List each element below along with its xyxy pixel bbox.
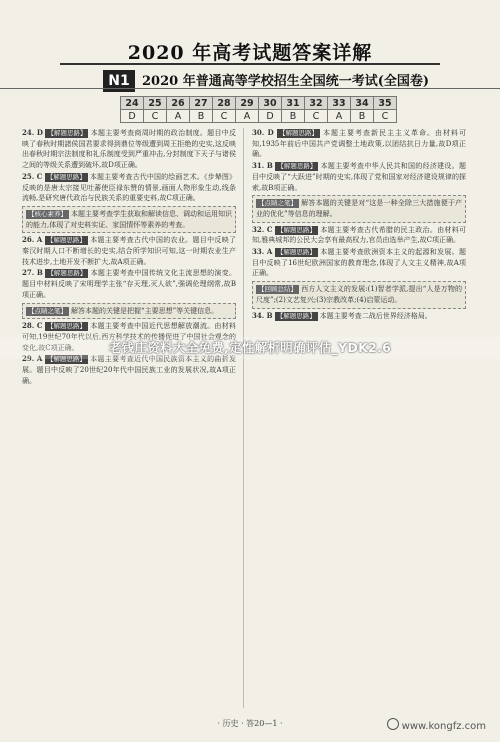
core-literacy-box: 【核心素养】 本题主要考查学生获取和解读信息、调动和运用知识的能力,体现了对史料实证、家国情怀等素养的考查。 <box>22 206 236 233</box>
review-summary-box: 【回顾总结】 西方人文主义的发展:(1)智者学派,提出“人是万物的尺度”;(2)文艺复兴;(3)宗教改革;(4)启蒙运动。 <box>252 281 466 308</box>
answer-letter-cell: C <box>144 110 167 123</box>
watermark-banner: 老钱庄资料大全免费,定性解析明确评估_YDK2.6 <box>0 337 500 359</box>
answer-letter-cell: B <box>190 110 213 123</box>
answer-number-cell: 35 <box>374 97 397 110</box>
answer-letter-cell: B <box>351 110 374 123</box>
title-rule <box>60 63 440 65</box>
answer-number-cell: 24 <box>121 97 144 110</box>
answer-q30: 30. D 【解题思路】 本题主要考查新民主主义革命。由材料可知,1935年前后中国共产党调整土地政策,以团结抗日力量,故D项正确。 <box>252 128 466 159</box>
key-point-box: 【点睛之笔】 解答本题的关键是把握“主要思想”等关键信息。 <box>22 303 236 320</box>
answer-number-cell: 25 <box>144 97 167 110</box>
answer-number-cell: 32 <box>305 97 328 110</box>
answer-letter-cell: B <box>282 110 305 123</box>
page-footer: · 历史 · 答20—1 · <box>217 719 283 728</box>
answer-letters-row <box>121 110 397 123</box>
answer-q24: 24. D 【解题思路】 本题主要考查商周时期的政治制度。题目中反映了春秋时期諸侯国君要求得到鼎位等级遭到周王拒绝的史实,这反映出春秋时期宗法制度和礼乐制度受到严重冲击,分封制度下天子与诸侯之间的等级关系遭到破坏,故D项正确。 <box>22 128 236 170</box>
answer-letter-cell: D <box>259 110 282 123</box>
section-badge: N1 <box>103 70 135 92</box>
answer-letter-cell: C <box>374 110 397 123</box>
answer-number-cell: 34 <box>351 97 374 110</box>
site-logo-icon <box>387 718 399 730</box>
answer-number-cell: 26 <box>167 97 190 110</box>
answer-number-cell: 31 <box>282 97 305 110</box>
answer-number-cell: 33 <box>328 97 351 110</box>
answer-q26: 26. A 【解题思路】 本题主要考查古代中国的农业。题目中反映了秦汉时期人口不断增长的史实,结合所学知识可知,这一时期农业生产技术进步,土地开发不断扩大,故A项正确。 <box>22 235 236 266</box>
site-credit: www.kongfz.com <box>387 718 486 732</box>
exam-title-rule <box>0 88 500 89</box>
answer-letter-cell: A <box>328 110 351 123</box>
book-title: 2020 年高考试题答案详解 <box>127 42 373 64</box>
right-column <box>252 128 466 708</box>
answer-letter-cell: C <box>305 110 328 123</box>
answer-q27: 27. B 【解题思路】 本题主要考查中国传统文化主流思想的演变。题目中材料反映了宋明理学主张“存天理,灭人欲”,强调伦理纲常,故B项正确。 <box>22 268 236 299</box>
left-column <box>22 128 236 708</box>
column-divider <box>243 128 244 708</box>
answer-table <box>120 96 397 123</box>
answer-q25: 25. C 【解题思路】 本题主要考查古代中国的绘画艺术。《步辇图》反映的是唐太宗接见吐蕃使臣禄东赞的情景,画面人物形象生动,线条流畅,是研究唐代政治与民族关系的重要史料,故C项正确。 <box>22 171 236 203</box>
answer-number-cell: 29 <box>236 97 259 110</box>
answer-letter-cell: D <box>121 110 144 123</box>
key-point-box-2: 【点睛之笔】 解答本题的关键是对“这是一种全除三大措施便于产业的优化”等信息的理解。 <box>252 195 466 222</box>
answer-number-cell: 27 <box>190 97 213 110</box>
answer-q32: 32. C 【解题思路】 本题主要考查古代希腊的民主政治。由材料可知,雅典城邦的公民大会享有最高权力,官员由选举产生,故C项正确。 <box>252 224 466 245</box>
answer-letter-cell: C <box>213 110 236 123</box>
answer-q34: 34. B 【解题思路】 本题主要考查二战后世界经济格局。 <box>252 310 432 320</box>
answer-numbers-row <box>121 97 397 110</box>
answer-q33: 33. A 【解题思路】 本题主要考查欧洲资本主义的起源和发展。题目中反映了16世纪欧洲国家的教育理念,体现了人文主义精神,故A项正确。 <box>252 247 466 278</box>
answer-letter-cell: A <box>167 110 190 123</box>
answer-q29: 29. A 【解题思路】 本题主要考查近代中国民族资本主义的曲折发展。题目中反映了20世纪20年代中国民族工业的发展状况,故A项正确。 <box>22 354 236 385</box>
answer-number-cell: 30 <box>259 97 282 110</box>
answer-q28: 28. C 【解题思路】 本题主要考查中国近代思想解放潮流。由材料可知,19世纪70年代以后,西方科学技术的传播促进了中国社会观念的变化,故C项正确。 <box>22 321 236 352</box>
answer-letter-cell: A <box>236 110 259 123</box>
answer-q31: 31. B 【解题思路】 本题主要考查中华人民共和国的经济建设。题目中反映了“大跃进”时期的史实,体现了党和国家对经济建设规律的探索,故B项正确。 <box>252 161 466 192</box>
exam-title: 2020 年普通高等学校招生全国统一考试(全国卷) <box>142 74 430 89</box>
answer-number-cell: 28 <box>213 97 236 110</box>
